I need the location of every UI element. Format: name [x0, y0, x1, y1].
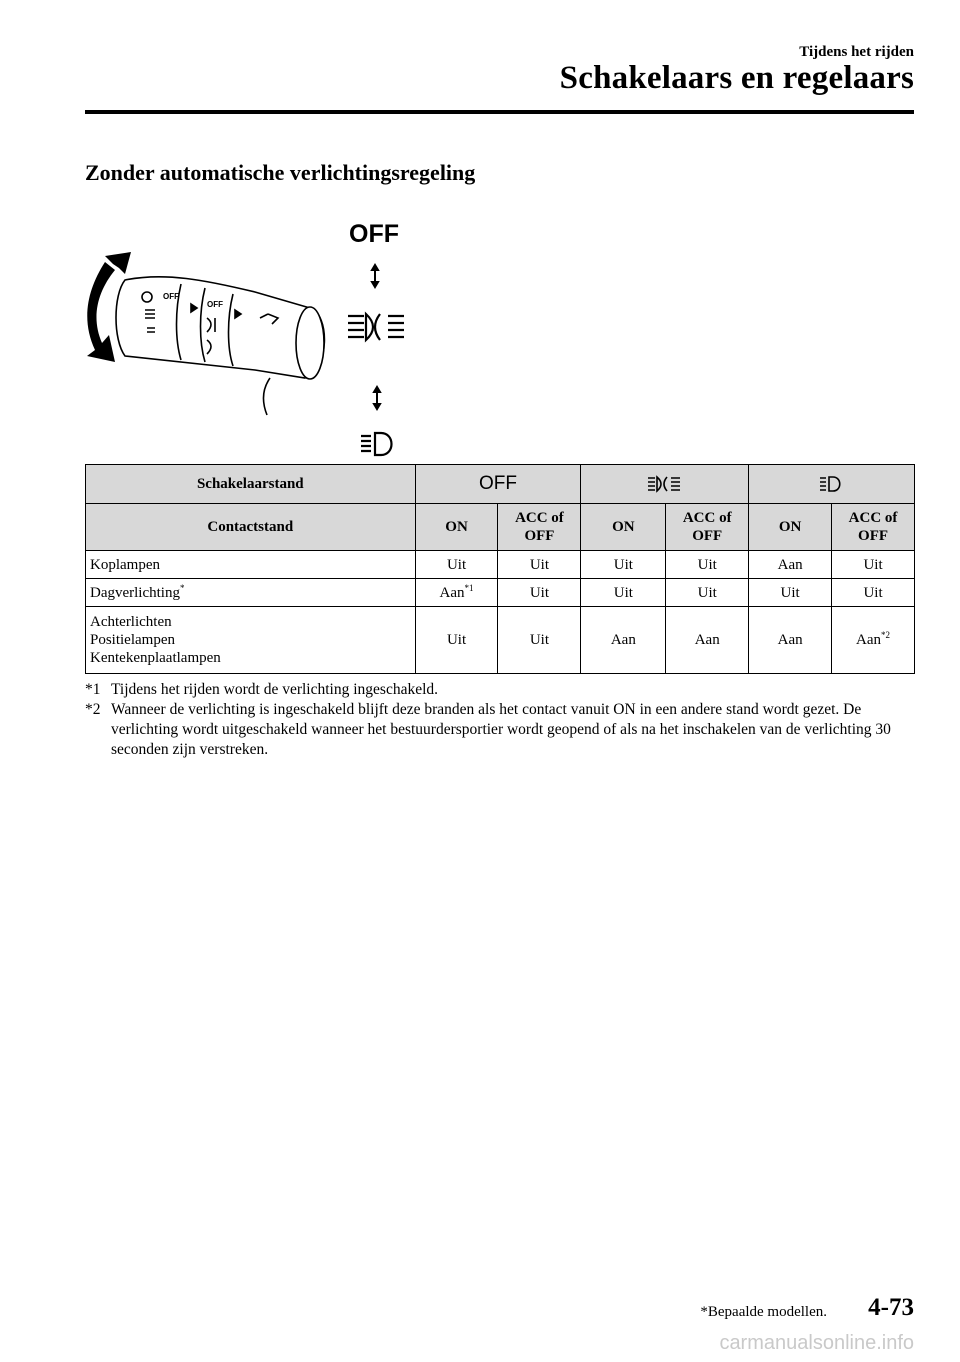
lighting-table	[85, 464, 915, 674]
table-cell: Uit	[581, 551, 666, 579]
table-cell: Uit	[666, 579, 749, 607]
footnotes	[85, 680, 915, 760]
table-cell: Uit	[498, 551, 581, 579]
table-cell: Aan	[666, 607, 749, 674]
table-cell: Uit	[581, 579, 666, 607]
section-title: Zonder automatische verlichtingsregeling	[85, 160, 476, 185]
row-label: Dagverlichting*	[86, 579, 416, 607]
svg-text:OFF: OFF	[163, 292, 179, 301]
switch-position-header: Schakelaarstand	[86, 465, 416, 504]
lever-illustration	[85, 210, 445, 460]
parking-light-icon	[361, 433, 392, 455]
table-cell: Uit	[498, 607, 581, 674]
table-cell: Aan$^{*1}$	[415, 579, 498, 607]
watermark: carmanualsonline.info	[719, 1332, 914, 1354]
row-label: Koplampen	[86, 551, 416, 579]
off-column-header	[415, 465, 581, 504]
page-title: Schakelaars en regelaars	[559, 60, 914, 96]
contact-cell: ON	[415, 504, 498, 551]
footnote: *2 Wanneer de verlichting is ingeschakeld blijft deze branden als het contact vanuit ON in een andere stand wordt gezet. De verlichting wordt uitgeschakeld wanneer het bestuurdersportier wordt geopend of als na het inschakelen van de verlichting 30 seconden zijn verstreken.	[85, 701, 891, 758]
table-cell: Uit	[498, 579, 581, 607]
table-row	[86, 551, 915, 579]
parking-column-header	[749, 465, 915, 504]
contact-cell: ACC of OFF	[832, 504, 915, 551]
lever-switch-icon	[116, 277, 324, 415]
table-cell: Uit	[666, 551, 749, 579]
table-cell: Aan	[749, 607, 832, 674]
table-header-row	[86, 465, 915, 504]
off-label: OFF	[349, 220, 399, 248]
parking-light-icon	[819, 475, 845, 493]
off-column-label: OFF	[478, 472, 517, 494]
table-contact-row	[86, 504, 915, 551]
contact-cell: ON	[749, 504, 832, 551]
svg-text:OFF: OFF	[207, 300, 223, 309]
headlight-on-icon	[647, 475, 683, 493]
contact-cell: ACC of OFF	[666, 504, 749, 551]
row-label: Achterlichten Positielampen Kentekenplaatlampen	[86, 607, 416, 674]
table-cell: Uit	[415, 551, 498, 579]
footnote: *1 Tijdens het rijden wordt de verlichting ingeschakeld.	[85, 681, 439, 698]
page-number: 4-73	[868, 1294, 914, 1321]
table-cell: Aan	[581, 607, 666, 674]
footer-note: *Bepaalde modellen.	[700, 1304, 827, 1320]
contact-position-header: Contactstand	[86, 504, 416, 551]
chapter-label: Tijdens het rijden	[799, 44, 914, 60]
contact-cell: ACC of OFF	[498, 504, 581, 551]
table-row	[86, 607, 915, 674]
headlight-on-icon	[348, 314, 404, 340]
table-cell: Uit	[415, 607, 498, 674]
contact-cell: ON	[581, 504, 666, 551]
table-cell: Uit	[832, 551, 915, 579]
header-rule	[85, 110, 914, 114]
table-cell: Uit	[749, 579, 832, 607]
table-cell: Aan	[749, 551, 832, 579]
headlight-column-header	[581, 465, 749, 504]
table-row	[86, 579, 915, 607]
table-cell: Aan$^{*2}$	[832, 607, 915, 674]
table-cell: Uit	[832, 579, 915, 607]
